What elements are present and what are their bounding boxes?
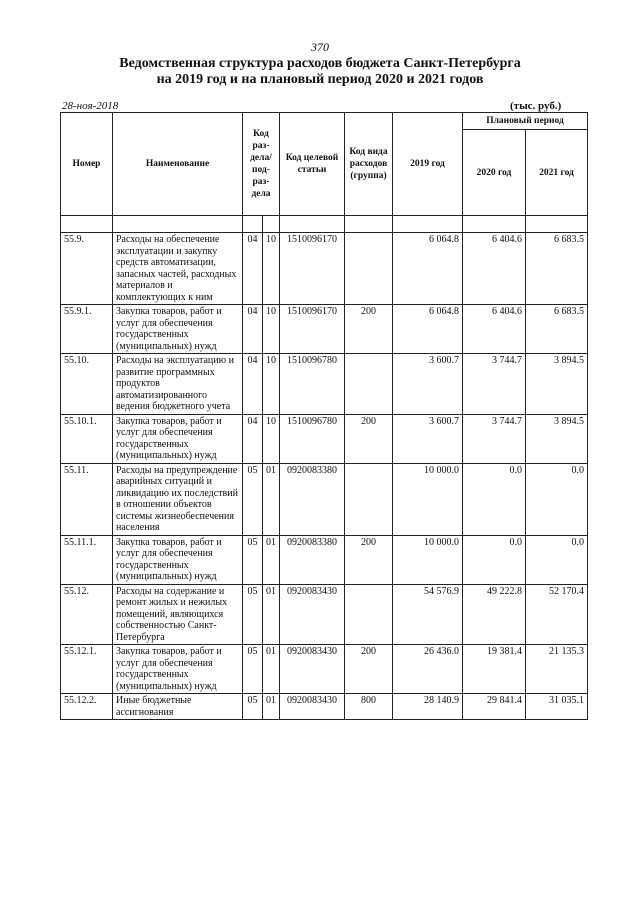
row-value-2019: 3 600.7 (393, 414, 463, 463)
row-subsection: 10 (263, 305, 280, 354)
row-name: Закупка товаров, работ и услуг для обеспечения государственных (муниципальных) нужд (113, 645, 243, 694)
header-target-code: Код целевой статьи (280, 113, 345, 216)
row-name: Закупка товаров, работ и услуг для обеспечения государственных (муниципальных) нужд (113, 305, 243, 354)
row-subsection: 10 (263, 233, 280, 305)
row-section: 05 (243, 535, 263, 584)
table-row (61, 463, 588, 535)
row-section: 05 (243, 694, 263, 720)
row-target-code: 1510096780 (280, 354, 345, 415)
row-value-2020: 0.0 (463, 535, 526, 584)
row-expense-type: 200 (345, 645, 393, 694)
units-label: (тыс. руб.) (510, 100, 562, 112)
table-row (61, 305, 588, 354)
row-value-2019: 6 064.8 (393, 233, 463, 305)
row-expense-type: 800 (345, 694, 393, 720)
row-value-2019: 10 000.0 (393, 463, 463, 535)
row-value-2021: 6 683.5 (526, 233, 588, 305)
row-expense-type: 200 (345, 535, 393, 584)
row-section: 04 (243, 305, 263, 354)
table-row (61, 645, 588, 694)
row-target-code: 1510096780 (280, 414, 345, 463)
row-value-2019: 54 576.9 (393, 584, 463, 645)
header-name: Наименование (113, 113, 243, 216)
header-section-code: Код раз-дела/ под-раз-дела (243, 113, 280, 216)
row-expense-type (345, 354, 393, 415)
row-value-2021: 31 035.1 (526, 694, 588, 720)
header-2019: 2019 год (393, 113, 463, 216)
row-name: Закупка товаров, работ и услуг для обеспечения государственных (муниципальных) нужд (113, 414, 243, 463)
title-line-1: Ведомственная структура расходов бюджета Санкт-Петербурга (119, 56, 521, 71)
table-row (61, 584, 588, 645)
row-number: 55.12.2. (61, 694, 113, 720)
row-value-2019: 10 000.0 (393, 535, 463, 584)
header-2021: 2021 год (526, 130, 588, 216)
row-section: 05 (243, 463, 263, 535)
row-value-2021: 0.0 (526, 535, 588, 584)
budget-table (60, 112, 588, 720)
header-2020: 2020 год (463, 130, 526, 216)
row-target-code: 1510096170 (280, 305, 345, 354)
row-value-2019: 28 140.9 (393, 694, 463, 720)
row-number: 55.11.1. (61, 535, 113, 584)
table-row (61, 694, 588, 720)
row-value-2021: 21 135.3 (526, 645, 588, 694)
row-target-code: 1510096170 (280, 233, 345, 305)
row-value-2019: 6 064.8 (393, 305, 463, 354)
row-value-2020: 0.0 (463, 463, 526, 535)
row-subsection: 10 (263, 414, 280, 463)
row-value-2021: 52 170.4 (526, 584, 588, 645)
row-expense-type: 200 (345, 414, 393, 463)
row-section: 04 (243, 233, 263, 305)
table-body (61, 216, 588, 720)
row-name: Расходы на эксплуатацию и развитие программных продуктов автоматизированного ведения бюджетного учета (113, 354, 243, 415)
row-expense-type: 200 (345, 305, 393, 354)
row-target-code: 0920083430 (280, 645, 345, 694)
header-expense-type-code: Код вида расходов (группа) (345, 113, 393, 216)
table-row (61, 535, 588, 584)
row-expense-type (345, 584, 393, 645)
spacer-row (61, 216, 588, 233)
title-line-2: на 2019 год и на плановый период 2020 и 2021 годов (156, 72, 484, 87)
row-subsection: 01 (263, 584, 280, 645)
row-section: 04 (243, 414, 263, 463)
row-value-2020: 49 222.8 (463, 584, 526, 645)
row-expense-type (345, 233, 393, 305)
row-section: 04 (243, 354, 263, 415)
row-value-2020: 29 841.4 (463, 694, 526, 720)
row-number: 55.12.1. (61, 645, 113, 694)
row-value-2021: 0.0 (526, 463, 588, 535)
row-value-2019: 3 600.7 (393, 354, 463, 415)
row-subsection: 01 (263, 535, 280, 584)
table-row (61, 414, 588, 463)
row-target-code: 0920083430 (280, 694, 345, 720)
row-value-2020: 3 744.7 (463, 354, 526, 415)
table-row (61, 233, 588, 305)
row-number: 55.10.1. (61, 414, 113, 463)
row-subsection: 01 (263, 694, 280, 720)
table-row (61, 354, 588, 415)
row-number: 55.11. (61, 463, 113, 535)
row-value-2020: 3 744.7 (463, 414, 526, 463)
row-value-2021: 3 894.5 (526, 414, 588, 463)
row-expense-type (345, 463, 393, 535)
row-name: Расходы на предупреждение аварийных ситуаций и ликвидацию их последствий в отношении объектов системы жизнеобеспечения населения (113, 463, 243, 535)
document-title (40, 56, 600, 88)
row-value-2019: 26 436.0 (393, 645, 463, 694)
row-name: Закупка товаров, работ и услуг для обеспечения государственных (муниципальных) нужд (113, 535, 243, 584)
row-number: 55.10. (61, 354, 113, 415)
row-subsection: 01 (263, 645, 280, 694)
document-date: 28-ноя-2018 (62, 100, 119, 112)
page-number: 370 (311, 40, 329, 54)
row-name: Иные бюджетные ассигнования (113, 694, 243, 720)
header-number: Номер (61, 113, 113, 216)
row-value-2020: 19 381.4 (463, 645, 526, 694)
row-name: Расходы на содержание и ремонт жилых и нежилых помещений, являющихся собственностью Санкт-Петербурга (113, 584, 243, 645)
row-target-code: 0920083380 (280, 535, 345, 584)
row-number: 55.12. (61, 584, 113, 645)
row-value-2021: 6 683.5 (526, 305, 588, 354)
row-number: 55.9. (61, 233, 113, 305)
row-value-2021: 3 894.5 (526, 354, 588, 415)
row-section: 05 (243, 645, 263, 694)
header-planned-period: Плановый период (463, 113, 588, 130)
row-target-code: 0920083430 (280, 584, 345, 645)
row-target-code: 0920083380 (280, 463, 345, 535)
row-name: Расходы на обеспечение эксплуатации и закупку средств автоматизации, запасных частей, расходных материалов и комплектующих к ним (113, 233, 243, 305)
row-value-2020: 6 404.6 (463, 305, 526, 354)
row-section: 05 (243, 584, 263, 645)
row-subsection: 10 (263, 354, 280, 415)
row-subsection: 01 (263, 463, 280, 535)
row-number: 55.9.1. (61, 305, 113, 354)
row-value-2020: 6 404.6 (463, 233, 526, 305)
